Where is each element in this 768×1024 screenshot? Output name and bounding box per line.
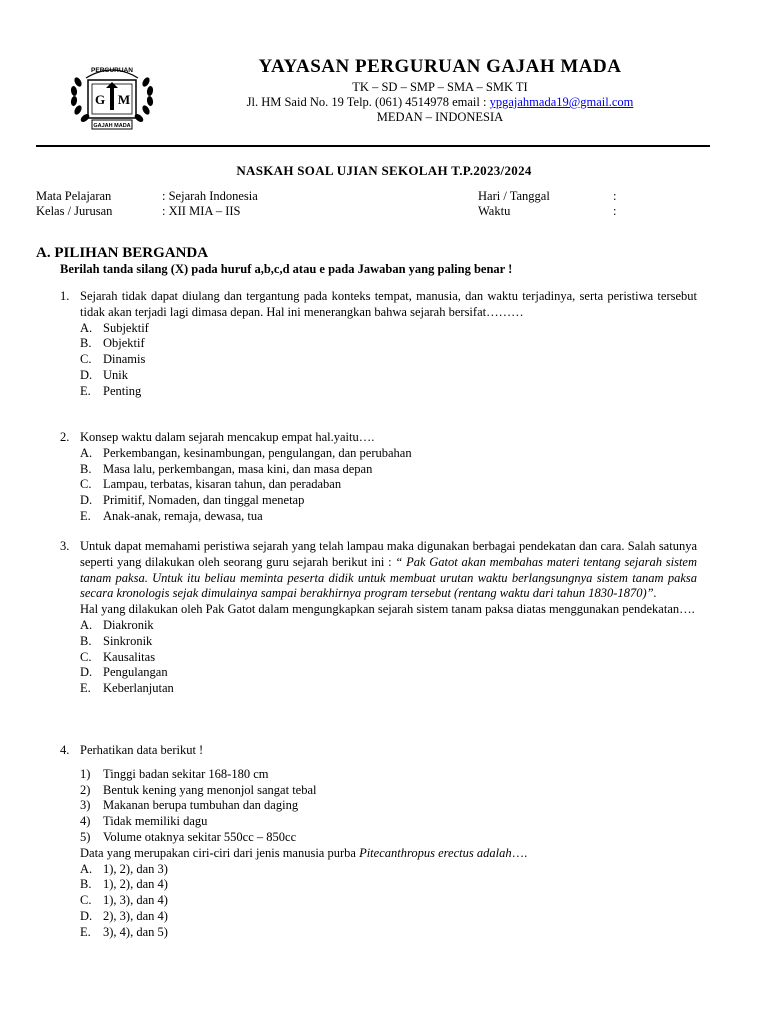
question-4 (60, 743, 697, 941)
data-item-1: 1) Tinggi badan sekitar 168-180 cm (80, 766, 269, 781)
option-d[interactable]: D. Unik (80, 367, 128, 382)
option-a[interactable]: A. Diakronik (80, 617, 154, 632)
option-e[interactable]: E. Anak-anak, remaja, dewasa, tua (80, 508, 263, 523)
option-c[interactable]: C. Dinamis (80, 352, 146, 367)
option-e[interactable]: E. 3), 4), dan 5) (80, 924, 168, 939)
question-number: 1. (60, 289, 70, 303)
option-a[interactable]: A. 1), 2), dan 3) (80, 861, 168, 876)
option-d[interactable]: D. Pengulangan (80, 665, 168, 680)
section-heading: A. PILIHAN BERGANDA (36, 245, 209, 261)
option-b[interactable]: B. Objektif (80, 336, 145, 351)
question-number: 3. (60, 539, 70, 553)
header-divider (36, 145, 710, 147)
school-levels: TK – SD – SMP – SMA – SMK TI (352, 80, 528, 94)
subject-label: Mata Pelajaran (36, 189, 112, 203)
data-item-5: 5) Volume otaknya sekitar 550cc – 850cc (80, 829, 297, 844)
question-number: 2. (60, 430, 70, 444)
city-line: MEDAN – INDONESIA (376, 110, 504, 124)
meta-left (36, 189, 258, 219)
date-label: Hari / Tanggal (478, 189, 550, 203)
question-3 (60, 539, 697, 697)
class-value: : XII MIA – IIS (162, 204, 241, 218)
svg-text:G: G (94, 92, 106, 107)
meta-right (478, 189, 616, 219)
data-item-4: 4) Tidak memiliki dagu (80, 814, 208, 829)
question-number: 4. (60, 743, 70, 757)
foundation-title: YAYASAN PERGURUAN GAJAH MADA (258, 56, 622, 77)
option-b[interactable]: B. Sinkronik (80, 633, 153, 648)
option-c[interactable]: C. Kausalitas (80, 649, 156, 664)
subject-value: : Sejarah Indonesia (162, 189, 258, 203)
email-link[interactable]: ypgajahmada19@gmail.com (489, 95, 634, 109)
address-text: Jl. HM Said No. 19 Telp. (061) 4514978 email : (246, 95, 490, 109)
question-text: Untuk dapat memahami peristiwa sejarah yang telah lampau maka digunakan berbagai pendekatan dan cara. Salah satunya seperti yang dilakukan oleh seorang guru sejarah berikut ini : (80, 539, 697, 569)
option-d[interactable]: D. Primitif, Nomaden, dan tinggal menetap (80, 493, 305, 508)
school-logo-icon (66, 60, 158, 132)
question-followup: Hal yang dilakukan oleh Pak Gatot dalam mengungkapkan sejarah sistem tanam paksa diatas menggunakan pendekatan…. (80, 602, 695, 617)
question-text: Konsep waktu dalam sejarah mencakup empat hal.yaitu…. (80, 430, 375, 444)
question-text: Sejarah tidak dapat diulang dan tergantung pada konteks tempat, manusia, dan waktu terjadinya, serta peristiwa tersebut tidak akan terjadi lagi dimasa depan. Hal ini menerangkan bahwa sejarah bersifat……… (80, 289, 697, 319)
option-d[interactable]: D. 2), 3), dan 4) (80, 908, 168, 923)
time-value: : (613, 204, 617, 218)
question-1 (60, 289, 697, 400)
letterhead (160, 54, 720, 125)
option-b[interactable]: B. 1), 2), dan 4) (80, 877, 168, 892)
option-b[interactable]: B. Masa lalu, perkembangan, masa kini, dan masa depan (80, 461, 373, 476)
exam-title: NASKAH SOAL UJIAN SEKOLAH T.P.2023/2024 (236, 163, 532, 178)
question-text: Perhatikan data berikut ! (80, 743, 204, 757)
class-label: Kelas / Jurusan (36, 204, 113, 218)
data-item-3: 3) Makanan berupa tumbuhan dan daging (80, 798, 299, 813)
svg-text:PERGURUAN: PERGURUAN (91, 67, 133, 74)
option-c[interactable]: C. Lampau, terbatas, kisaran tahun, dan peradaban (80, 477, 342, 492)
question-2 (60, 430, 697, 525)
option-e[interactable]: E. Penting (80, 383, 142, 398)
svg-text:M: M (117, 92, 131, 107)
time-label: Waktu (478, 204, 511, 218)
svg-text:GAJAH MADA: GAJAH MADA (93, 123, 131, 129)
data-item-2: 2) Bentuk kening yang menonjol sangat tebal (80, 782, 317, 797)
question-prompt: Data yang merupakan ciri-ciri dari jenis manusia purba Pitecanthropus erectus adalah…. (80, 845, 528, 860)
date-value: : (613, 189, 617, 203)
section-instruction: Berilah tanda silang (X) pada huruf a,b,c,d atau e pada Jawaban yang paling benar ! (60, 262, 513, 276)
option-e[interactable]: E. Keberlanjutan (80, 681, 174, 696)
option-c[interactable]: C. 1), 3), dan 4) (80, 893, 168, 908)
quoted-case: “ Pak Gatot akan membahas materi tentang sejarah sistem tanam paksa. Untuk itu beliau meminta peserta didik untuk membuat urutan waktu berlangsungnya sistem tanam paksa secara kronologis sejak dimulainya sampai berakhirnya program tersebut (rentang waktu dari tahun 1830-1870)”. (80, 554, 697, 601)
option-a[interactable]: A. Subjektif (80, 320, 149, 335)
address-line (160, 95, 720, 110)
option-a[interactable]: A. Perkembangan, kesinambungan, pengulangan, dan perubahan (80, 445, 412, 460)
